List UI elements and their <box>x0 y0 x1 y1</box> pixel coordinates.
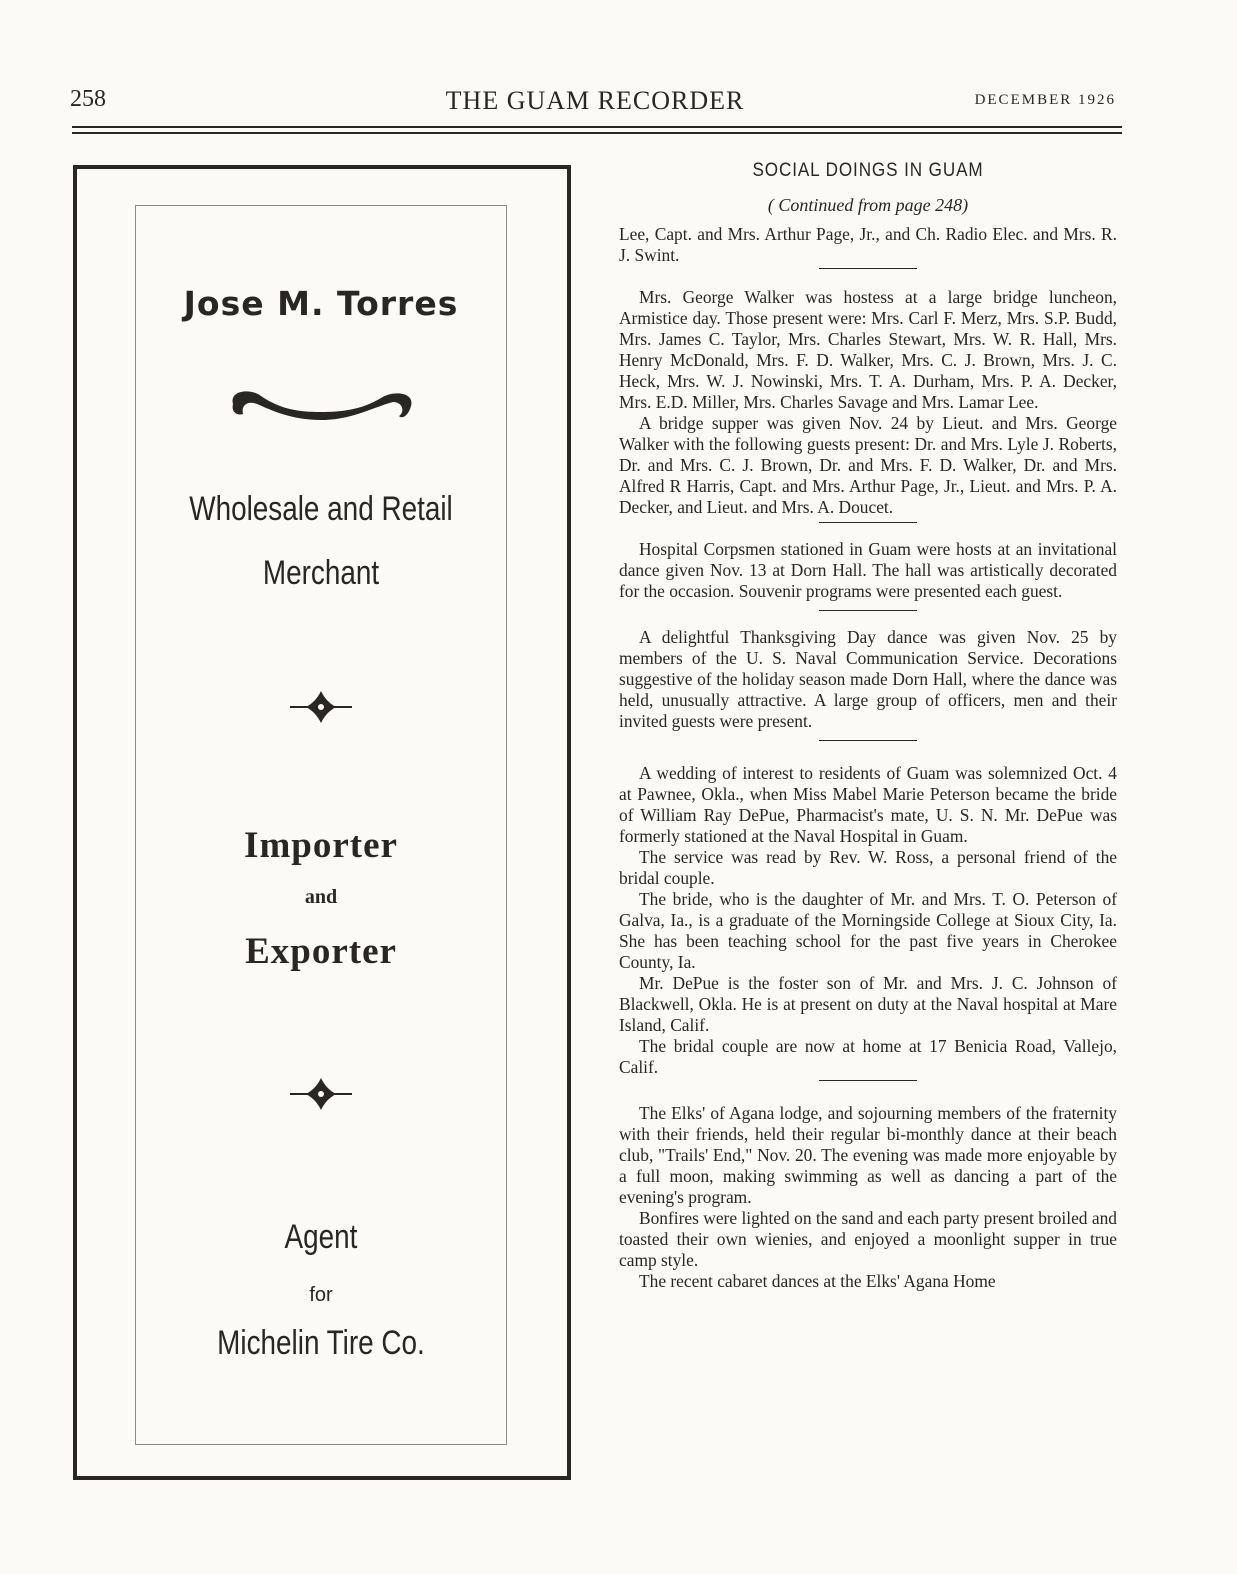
swirl-ornament-icon <box>221 386 421 426</box>
ad-merchant: Merchant <box>262 554 380 592</box>
article-paragraph: The bride, who is the daughter of Mr. and Mrs. T. O. Peterson of Galva, Ia., is a graduate of the Morningside College at Sioux City, Ia. She has been teaching school for the past five years in Cherokee County, Ia. <box>619 889 1117 972</box>
header-rule-double <box>72 132 1122 134</box>
ad-importer: Importer <box>244 825 398 866</box>
article-paragraph: Lee, Capt. and Mrs. Arthur Page, Jr., and Ch. Radio Elec. and Mrs. R. J. Swint. <box>619 224 1117 265</box>
ad-and: and <box>304 886 338 908</box>
social-doings-article <box>619 156 1117 1292</box>
merchant-name: Jose M. Torres <box>183 284 459 323</box>
ad-wholesale-retail: Wholesale and Retail <box>189 490 453 528</box>
article-paragraph: Bonfires were lighted on the sand and each party present broiled and toasted their own wienies, and enjoyed a moonlight supper in true camp style. <box>619 1208 1117 1270</box>
page-number: 258 <box>70 86 106 112</box>
ad-agent: Agent <box>284 1218 358 1256</box>
ad-michelin: Michelin Tire Co. <box>217 1324 425 1362</box>
article-paragraph: Mr. DePue is the foster son of Mr. and Mrs. J. C. Johnson of Blackwell, Okla. He is at present on duty at the Naval hospital at Mare Island, Calif. <box>619 973 1117 1035</box>
article-paragraph: The Elks' of Agana lodge, and sojourning members of the fraternity with their friends, held their regular bi-monthly dance at their beach club, "Trails' End," Nov. 20. The evening was made more enjoyable by a full moon, making swimming as well as dancing a part of the evening's program. <box>619 1103 1117 1207</box>
advertisement-inner-frame <box>135 205 507 1445</box>
ad-exporter: Exporter <box>245 931 397 972</box>
article-paragraph: The recent cabaret dances at the Elks' Agana Home <box>639 1271 996 1291</box>
advertisement-box <box>73 165 571 1480</box>
publication-title: THE GUAM RECORDER <box>445 86 745 115</box>
continued-note: ( Continued from page 248) <box>767 195 969 215</box>
article-paragraph: A delightful Thanksgiving Day dance was given Nov. 25 by members of the U. S. Naval Communication Service. Decorations suggestive of the holiday season made Dorn Hall, where the dance was held, unusually attractive. A large group of officers, men and their invited guests were present. <box>619 627 1117 731</box>
article-paragraph: Mrs. George Walker was hostess at a large bridge luncheon, Armistice day. Those present were: Mrs. Carl F. Merz, Mrs. S.P. Budd, Mrs. James C. Taylor, Mrs. Charles Stewart, Mrs. W. R. Hall, Mrs. Henry McDonald, Mrs. F. D. Walker, Mrs. C. J. Brown, Mrs. J. C. Heck, Mrs. W. J. Nowinski, Mrs. T. A. Durham, Mrs. P. A. Decker, Mrs. E.D. Miller, Mrs. Charles Savage and Mrs. Lamar Lee. <box>619 287 1117 412</box>
issue-date: DECEMBER 1926 <box>974 92 1116 108</box>
header-rule <box>72 126 1122 128</box>
article-paragraph: The service was read by Rev. W. Ross, a personal friend of the bridal couple. <box>619 847 1117 888</box>
article-paragraph: A wedding of interest to residents of Guam was solemnized Oct. 4 at Pawnee, Okla., when Miss Mabel Marie Peterson became the bride of William Ray DePue, Pharmacist's mate, U. S. N. Mr. DePue was formerly stationed at the Naval Hospital in Guam. <box>619 763 1117 846</box>
ad-for: for <box>309 1284 333 1306</box>
page-header <box>70 86 1120 120</box>
fleuron-icon <box>288 1074 354 1114</box>
article-paragraph: A bridge supper was given Nov. 24 by Lieut. and Mrs. George Walker with the following guests present: Dr. and Mrs. Lyle J. Roberts, Dr. and Mrs. C. J. Brown, Dr. and Mrs. F. D. Walker, Dr. and Mrs. Alfred R Harris, Capt. and Mrs. Arthur Page, Jr., Lieut. and Mrs. P. A. Decker, and Lieut. and Mrs. A. Doucet. <box>619 413 1117 517</box>
article-paragraph: The bridal couple are now at home at 17 Benicia Road, Vallejo, Calif. <box>619 1036 1117 1077</box>
fleuron-icon <box>288 687 354 727</box>
article-heading: SOCIAL DOINGS IN GUAM <box>752 160 984 181</box>
article-paragraph: Hospital Corpsmen stationed in Guam were hosts at an invitational dance given Nov. 13 at Dorn Hall. The hall was artistically decorated for the occasion. Souvenir programs were presented each guest. <box>619 539 1117 601</box>
